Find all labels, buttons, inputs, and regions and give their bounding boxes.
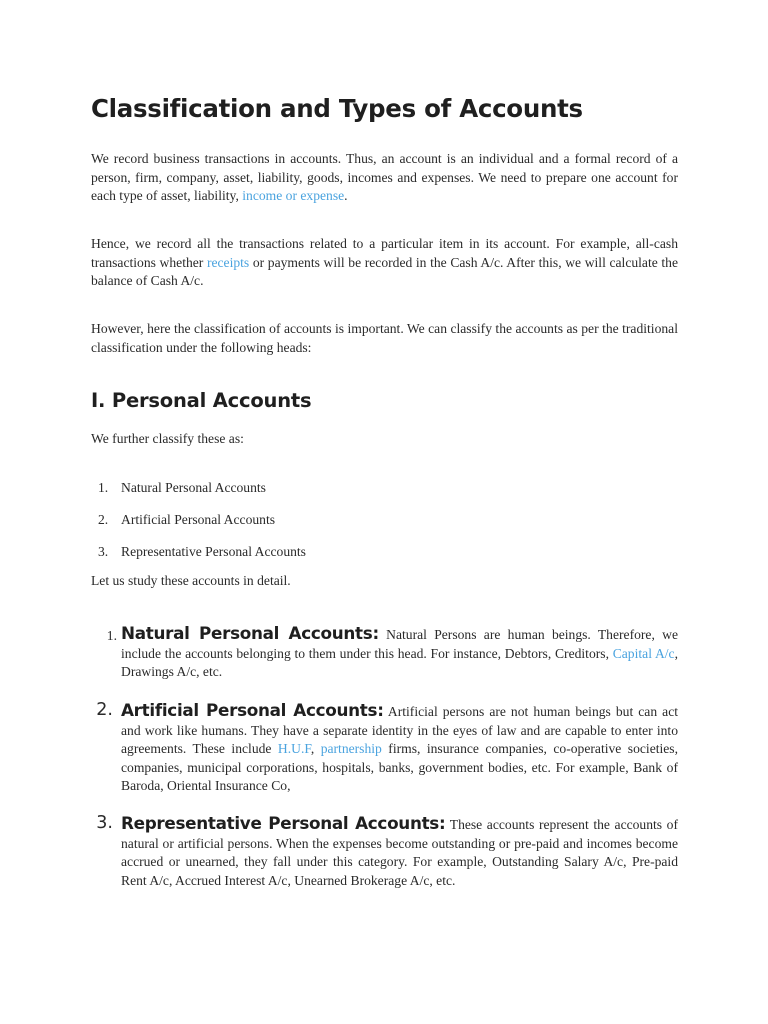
list-label: Representative Personal Accounts [121,544,306,559]
detail-representative-text: These accounts represent the accounts of natural or artificial persons. When the expenses become outstanding or pre-paid and incomes become accrued or unearned, they fall under this category. For example, Outstanding Salary A/c, Pre-paid Rent A/c, Accrued Interest A/c, Unearned Brokerage A/c, etc. [121,817,679,888]
section-heading: I. Personal Accounts [91,389,312,412]
detail-number: 2. [96,700,113,720]
intro-paragraph-2 [91,235,678,291]
list-label: Artificial Personal Accounts [121,512,276,527]
list-number: 3. [98,544,109,559]
detail-natural-body [121,624,678,682]
intro-paragraph-3: However, here the classification of accounts is important. We can classify the accounts as per the traditional classification under the following heads: [91,321,678,355]
intro-p2-end: or payments will be recorded in the Cash A/c. After this, we will calculate the balance of Cash A/c. [91,254,678,288]
detail-number: 3. [96,813,113,833]
detail-natural-lead: Natural Personal Accounts: [121,623,379,643]
detail-number: 1. [106,628,117,643]
capital-link[interactable]: Capital A/c [612,645,675,661]
intro-p2-text: Hence, we record all the transactions related to a particular item in its account. For example, all-cash transactions whether [91,236,678,270]
detail-natural-end: , Drawings A/c, etc. [121,645,678,679]
partnership-link[interactable]: partnership [320,741,382,756]
detail-artificial-lead: Artificial Personal Accounts: [121,700,384,720]
detail-artificial-body [121,701,678,796]
detail-artificial-text: Artificial persons are not human beings but can act and work like humans. They have a separate identity in the eyes of law and are capable to enter into agreements. These include [121,704,678,756]
detail-representative-body [121,814,678,890]
list-number: 2. [98,512,109,527]
section-subintro: We further classify these as: [91,431,244,446]
intro-paragraph-1 [91,150,678,206]
intro-p1-text: We record business transactions in accounts. Thus, an account is an individual and a formal record of a person, firm, company, asset, liability, goods, incomes and expenses. We need to prepare one account for each type of asset, liability, [91,151,678,203]
detail-representative-lead: Representative Personal Accounts: [121,813,446,833]
page-title: Classification and Types of Accounts [91,94,583,123]
detail-artificial-end: firms, insurance companies, co-operative societies, companies, municipal corporations, hospitals, banks, government bodies, etc. For example, Bank of Baroda, Oriental Insurance Co, [121,741,679,793]
receipts-link[interactable]: receipts [206,254,250,270]
detail-natural-text: Natural Persons are human beings. Therefore, we include the accounts belonging to them under this head. For instance, Debtors, Creditors, [121,627,678,661]
intro-p1-end: . [344,188,348,203]
list-number: 1. [98,480,109,495]
income-expense-link[interactable]: income or expense [242,188,345,203]
huf-link[interactable]: H.U.F [277,741,311,756]
study-line: Let us study these accounts in detail. [91,573,291,588]
detail-artificial-sep: , [310,741,321,756]
list-label: Natural Personal Accounts [121,480,266,495]
